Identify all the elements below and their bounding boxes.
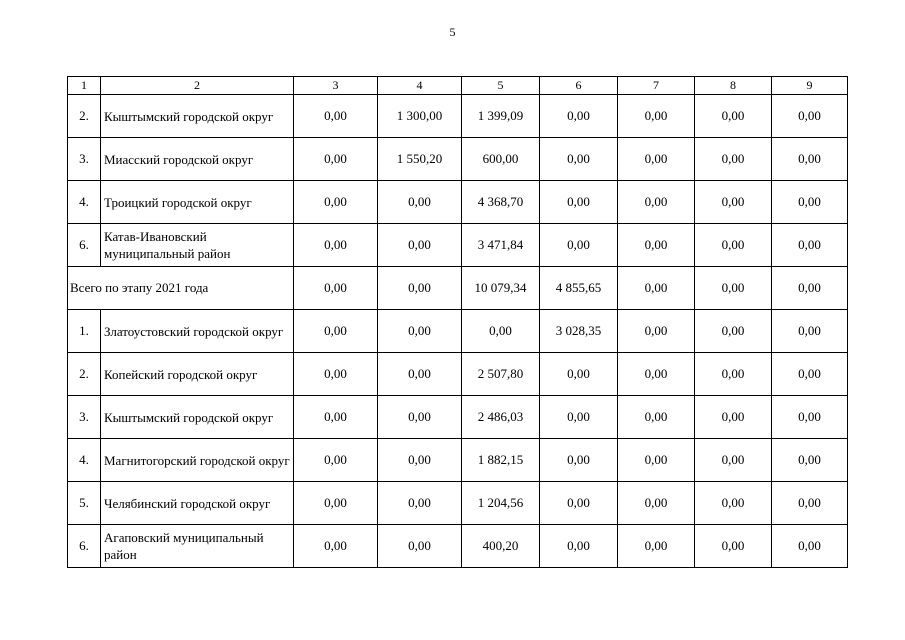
header-row [68, 77, 848, 95]
value-cell: 0,00 [772, 353, 848, 396]
value-cell: 0,00 [462, 310, 540, 353]
value-cell: 0,00 [540, 224, 618, 267]
value-cell: 0,00 [294, 138, 378, 181]
value-cell: 0,00 [294, 95, 378, 138]
column-header: 7 [618, 77, 695, 95]
table-row [68, 310, 848, 353]
value-cell: 0,00 [378, 525, 462, 568]
value-cell: 0,00 [772, 181, 848, 224]
total-label: Всего по этапу 2021 года [68, 267, 294, 310]
value-cell: 0,00 [540, 95, 618, 138]
row-number: 2. [68, 353, 101, 396]
column-header: 3 [294, 77, 378, 95]
value-cell: 0,00 [378, 482, 462, 525]
value-cell: 4 855,65 [540, 267, 618, 310]
value-cell: 0,00 [294, 181, 378, 224]
table-body [68, 95, 848, 568]
row-number: 4. [68, 439, 101, 482]
value-cell: 0,00 [618, 439, 695, 482]
value-cell: 0,00 [540, 396, 618, 439]
row-number: 3. [68, 396, 101, 439]
value-cell: 0,00 [695, 482, 772, 525]
value-cell: 0,00 [294, 310, 378, 353]
value-cell: 0,00 [772, 95, 848, 138]
row-number: 2. [68, 95, 101, 138]
value-cell: 0,00 [294, 353, 378, 396]
value-cell: 0,00 [618, 482, 695, 525]
column-header: 5 [462, 77, 540, 95]
value-cell: 1 399,09 [462, 95, 540, 138]
table-row [68, 224, 848, 267]
value-cell: 0,00 [378, 267, 462, 310]
value-cell: 0,00 [618, 138, 695, 181]
value-cell: 1 204,56 [462, 482, 540, 525]
value-cell: 0,00 [294, 525, 378, 568]
value-cell: 3 028,35 [540, 310, 618, 353]
value-cell: 1 300,00 [378, 95, 462, 138]
value-cell: 0,00 [695, 310, 772, 353]
value-cell: 0,00 [772, 525, 848, 568]
table-row [68, 439, 848, 482]
value-cell: 0,00 [378, 353, 462, 396]
municipality-name: Кыштымский городской округ [101, 95, 294, 138]
row-number: 6. [68, 224, 101, 267]
value-cell: 0,00 [294, 482, 378, 525]
column-header: 6 [540, 77, 618, 95]
value-cell: 0,00 [695, 224, 772, 267]
value-cell: 4 368,70 [462, 181, 540, 224]
value-cell: 0,00 [618, 396, 695, 439]
value-cell: 600,00 [462, 138, 540, 181]
column-header: 9 [772, 77, 848, 95]
value-cell: 0,00 [695, 353, 772, 396]
value-cell: 0,00 [618, 525, 695, 568]
value-cell: 0,00 [695, 138, 772, 181]
table-row [68, 482, 848, 525]
table-row [68, 138, 848, 181]
value-cell: 0,00 [540, 138, 618, 181]
value-cell: 400,20 [462, 525, 540, 568]
value-cell: 1 550,20 [378, 138, 462, 181]
municipality-name: Катав-Ивановский муниципальный район [101, 224, 294, 267]
value-cell: 0,00 [618, 181, 695, 224]
value-cell: 0,00 [294, 439, 378, 482]
row-number: 3. [68, 138, 101, 181]
value-cell: 1 882,15 [462, 439, 540, 482]
value-cell: 0,00 [695, 95, 772, 138]
table-row [68, 525, 848, 568]
value-cell: 0,00 [378, 310, 462, 353]
value-cell: 0,00 [294, 396, 378, 439]
value-cell: 0,00 [294, 267, 378, 310]
value-cell: 3 471,84 [462, 224, 540, 267]
row-number: 5. [68, 482, 101, 525]
total-row [68, 267, 848, 310]
municipality-name: Миасский городской округ [101, 138, 294, 181]
value-cell: 0,00 [618, 310, 695, 353]
value-cell: 0,00 [772, 439, 848, 482]
value-cell: 0,00 [695, 267, 772, 310]
value-cell: 0,00 [695, 181, 772, 224]
row-number: 1. [68, 310, 101, 353]
column-header: 8 [695, 77, 772, 95]
value-cell: 0,00 [618, 267, 695, 310]
value-cell: 0,00 [695, 525, 772, 568]
value-cell: 0,00 [695, 396, 772, 439]
municipality-name: Троицкий городской округ [101, 181, 294, 224]
table-header [68, 77, 848, 95]
value-cell: 0,00 [772, 138, 848, 181]
value-cell: 0,00 [540, 482, 618, 525]
value-cell: 0,00 [695, 439, 772, 482]
value-cell: 0,00 [378, 439, 462, 482]
municipality-name: Магнитогорский городской округ [101, 439, 294, 482]
value-cell: 0,00 [540, 181, 618, 224]
value-cell: 0,00 [540, 525, 618, 568]
column-header: 2 [101, 77, 294, 95]
value-cell: 0,00 [618, 95, 695, 138]
column-header: 4 [378, 77, 462, 95]
table-row [68, 181, 848, 224]
value-cell: 2 507,80 [462, 353, 540, 396]
value-cell: 0,00 [618, 353, 695, 396]
value-cell: 0,00 [294, 224, 378, 267]
table-row [68, 95, 848, 138]
value-cell: 10 079,34 [462, 267, 540, 310]
value-cell: 0,00 [378, 396, 462, 439]
municipality-name: Златоустовский городской округ [101, 310, 294, 353]
value-cell: 0,00 [772, 482, 848, 525]
row-number: 4. [68, 181, 101, 224]
value-cell: 0,00 [772, 224, 848, 267]
table-row [68, 353, 848, 396]
page-number: 5 [449, 25, 456, 39]
value-cell: 0,00 [772, 267, 848, 310]
row-number: 6. [68, 525, 101, 568]
column-header: 1 [68, 77, 101, 95]
table-row [68, 396, 848, 439]
value-cell: 0,00 [618, 224, 695, 267]
value-cell: 0,00 [772, 396, 848, 439]
municipality-name: Челябинский городской округ [101, 482, 294, 525]
value-cell: 0,00 [378, 224, 462, 267]
funding-table [67, 76, 848, 568]
municipality-name: Кыштымский городской округ [101, 396, 294, 439]
value-cell: 0,00 [378, 181, 462, 224]
value-cell: 0,00 [772, 310, 848, 353]
municipality-name: Копейский городской округ [101, 353, 294, 396]
value-cell: 0,00 [540, 439, 618, 482]
value-cell: 2 486,03 [462, 396, 540, 439]
value-cell: 0,00 [540, 353, 618, 396]
municipality-name: Агаповский муниципальный район [101, 525, 294, 568]
